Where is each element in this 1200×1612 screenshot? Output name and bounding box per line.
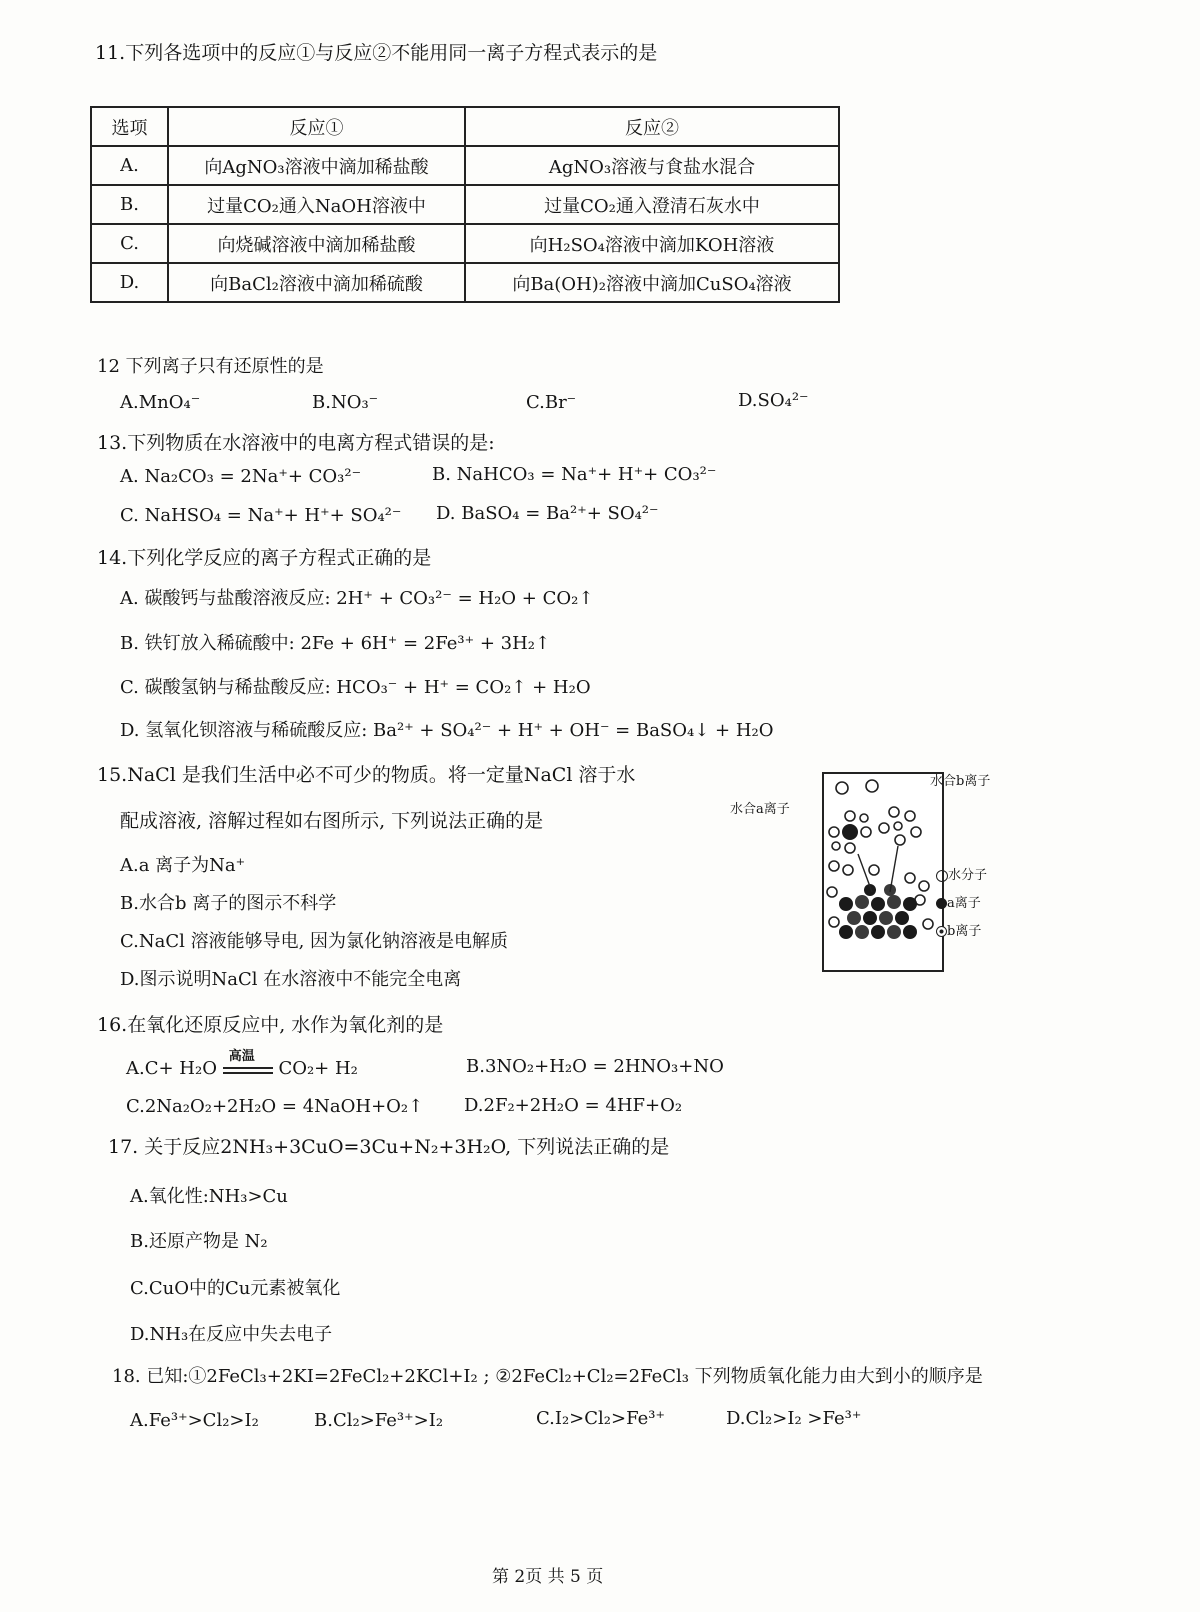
q16-option-d: D.2F₂+2H₂O = 4HF+O₂ (464, 1095, 683, 1116)
table-row (91, 263, 839, 302)
q16-option-b: B.3NO₂+H₂O = 2HNO₃+NO (466, 1056, 724, 1077)
table-cell: B. (91, 185, 168, 224)
table-cell: 向AgNO₃溶液中滴加稀盐酸 (168, 146, 465, 185)
q14-stem: 14.下列化学反应的离子方程式正确的是 (97, 547, 432, 569)
q15-option-d: D.图示说明NaCl 在水溶液中不能完全电离 (120, 969, 462, 990)
q17-option-b: B.还原产物是 N₂ (130, 1231, 268, 1252)
reaction-condition: 高温 (228, 1049, 255, 1064)
label-hydrated-b: 水合b离子 (930, 774, 991, 789)
water-molecule-icon (936, 870, 948, 882)
q12-option-c: C.Br⁻ (526, 392, 577, 413)
q15-option-c: C.NaCl 溶液能够导电, 因为氯化钠溶液是电解质 (120, 931, 509, 952)
q15-option-b: B.水合b 离子的图示不科学 (120, 893, 337, 914)
q18-option-a: A.Fe³⁺>Cl₂>I₂ (130, 1410, 259, 1431)
table-cell: A. (91, 146, 168, 185)
table-row (91, 146, 839, 185)
nacl-dissolution-figure (822, 772, 944, 972)
q16-stem: 16.在氧化还原反应中, 水作为氧化剂的是 (97, 1014, 444, 1036)
q12-option-a: A.MnO₄⁻ (120, 392, 201, 413)
b-ion-icon (936, 926, 947, 937)
q14-option-d: D. 氢氧化钡溶液与稀硫酸反应: Ba²⁺ + SO₄²⁻ + H⁺ + OH⁻ = BaSO₄↓ + H₂O (120, 720, 774, 741)
q18-stem: 18. 已知:①2FeCl₃+2KI=2FeCl₂+2KCl+I₂ ; ②2FeCl₂+Cl₂=2FeCl₃ 下列物质氧化能力由大到小的顺序是 (112, 1366, 983, 1387)
q14-option-b: B. 铁钉放入稀硫酸中: 2Fe + 6H⁺ = 2Fe³⁺ + 3H₂↑ (120, 633, 551, 654)
q15-stem-line1: 15.NaCl 是我们生活中必不可少的物质。将一定量NaCl 溶于水 (97, 764, 636, 786)
q11-table (90, 106, 840, 303)
table-cell: 向烧碱溶液中滴加稀盐酸 (168, 224, 465, 263)
q17-option-a: A.氧化性:NH₃>Cu (130, 1186, 288, 1207)
q16-option-a: A.C+ H₂O 高温 CO₂+ H₂ (126, 1058, 358, 1079)
q12-option-b: B.NO₃⁻ (312, 392, 379, 413)
page-footer: 第 2页 共 5 页 (492, 1567, 604, 1587)
q13-option-a: A. Na₂CO₃ = 2Na⁺+ CO₃²⁻ (120, 466, 362, 487)
table-cell: AgNO₃溶液与食盐水混合 (465, 146, 839, 185)
q14-option-c: C. 碳酸氢钠与稀盐酸反应: HCO₃⁻ + H⁺ = CO₂↑ + H₂O (120, 677, 591, 698)
table-cell: 向H₂SO₄溶液中滴加KOH溶液 (465, 224, 839, 263)
table-header-cell: 选项 (91, 107, 168, 146)
table-cell: 向Ba(OH)₂溶液中滴加CuSO₄溶液 (465, 263, 839, 302)
table-cell: D. (91, 263, 168, 302)
table-cell: 过量CO₂通入澄清石灰水中 (465, 185, 839, 224)
a-ion-icon (936, 898, 947, 909)
q15-option-a: A.a 离子为Na⁺ (120, 855, 246, 876)
q17-option-d: D.NH₃在反应中失去电子 (130, 1324, 333, 1345)
q13-option-d: D. BaSO₄ = Ba²⁺+ SO₄²⁻ (436, 503, 659, 524)
dissolution-diagram (824, 774, 942, 970)
table-header-cell: 反应② (465, 107, 839, 146)
q12-stem: 12 下列离子只有还原性的是 (97, 356, 324, 377)
label-water: 水分子 (936, 864, 987, 883)
q18-option-d: D.Cl₂>I₂ >Fe³⁺ (726, 1408, 862, 1429)
q15-stem-line2: 配成溶液, 溶解过程如右图所示, 下列说法正确的是 (120, 810, 544, 832)
q17-option-c: C.CuO中的Cu元素被氧化 (130, 1278, 341, 1299)
q17-stem: 17. 关于反应2NH₃+3CuO=3Cu+N₂+3H₂O, 下列说法正确的是 (108, 1136, 670, 1158)
label-b-ion: b离子 (936, 920, 981, 939)
table-row (91, 224, 839, 263)
q14-option-a: A. 碳酸钙与盐酸溶液反应: 2H⁺ + CO₃²⁻ = H₂O + CO₂↑ (120, 588, 594, 609)
q11-stem: 11.下列各选项中的反应①与反应②不能用同一离子方程式表示的是 (95, 42, 658, 64)
q18-option-c: C.I₂>Cl₂>Fe³⁺ (536, 1408, 665, 1429)
table-cell: 向BaCl₂溶液中滴加稀硫酸 (168, 263, 465, 302)
table-row (91, 185, 839, 224)
q13-stem: 13.下列物质在水溶液中的电离方程式错误的是: (97, 432, 495, 454)
table-cell: C. (91, 224, 168, 263)
q18-option-b: B.Cl₂>Fe³⁺>I₂ (314, 1410, 444, 1431)
table-header-cell: 反应① (168, 107, 465, 146)
q13-option-c: C. NaHSO₄ = Na⁺+ H⁺+ SO₄²⁻ (120, 505, 402, 526)
label-a-ion: a离子 (936, 892, 981, 911)
table-header-row (91, 107, 839, 146)
q16-option-c: C.2Na₂O₂+2H₂O = 4NaOH+O₂↑ (126, 1096, 424, 1117)
label-hydrated-a: 水合a离子 (730, 802, 790, 817)
table-cell: 过量CO₂通入NaOH溶液中 (168, 185, 465, 224)
q13-option-b: B. NaHCO₃ = Na⁺+ H⁺+ CO₃²⁻ (432, 464, 717, 485)
q12-option-d: D.SO₄²⁻ (738, 390, 809, 411)
